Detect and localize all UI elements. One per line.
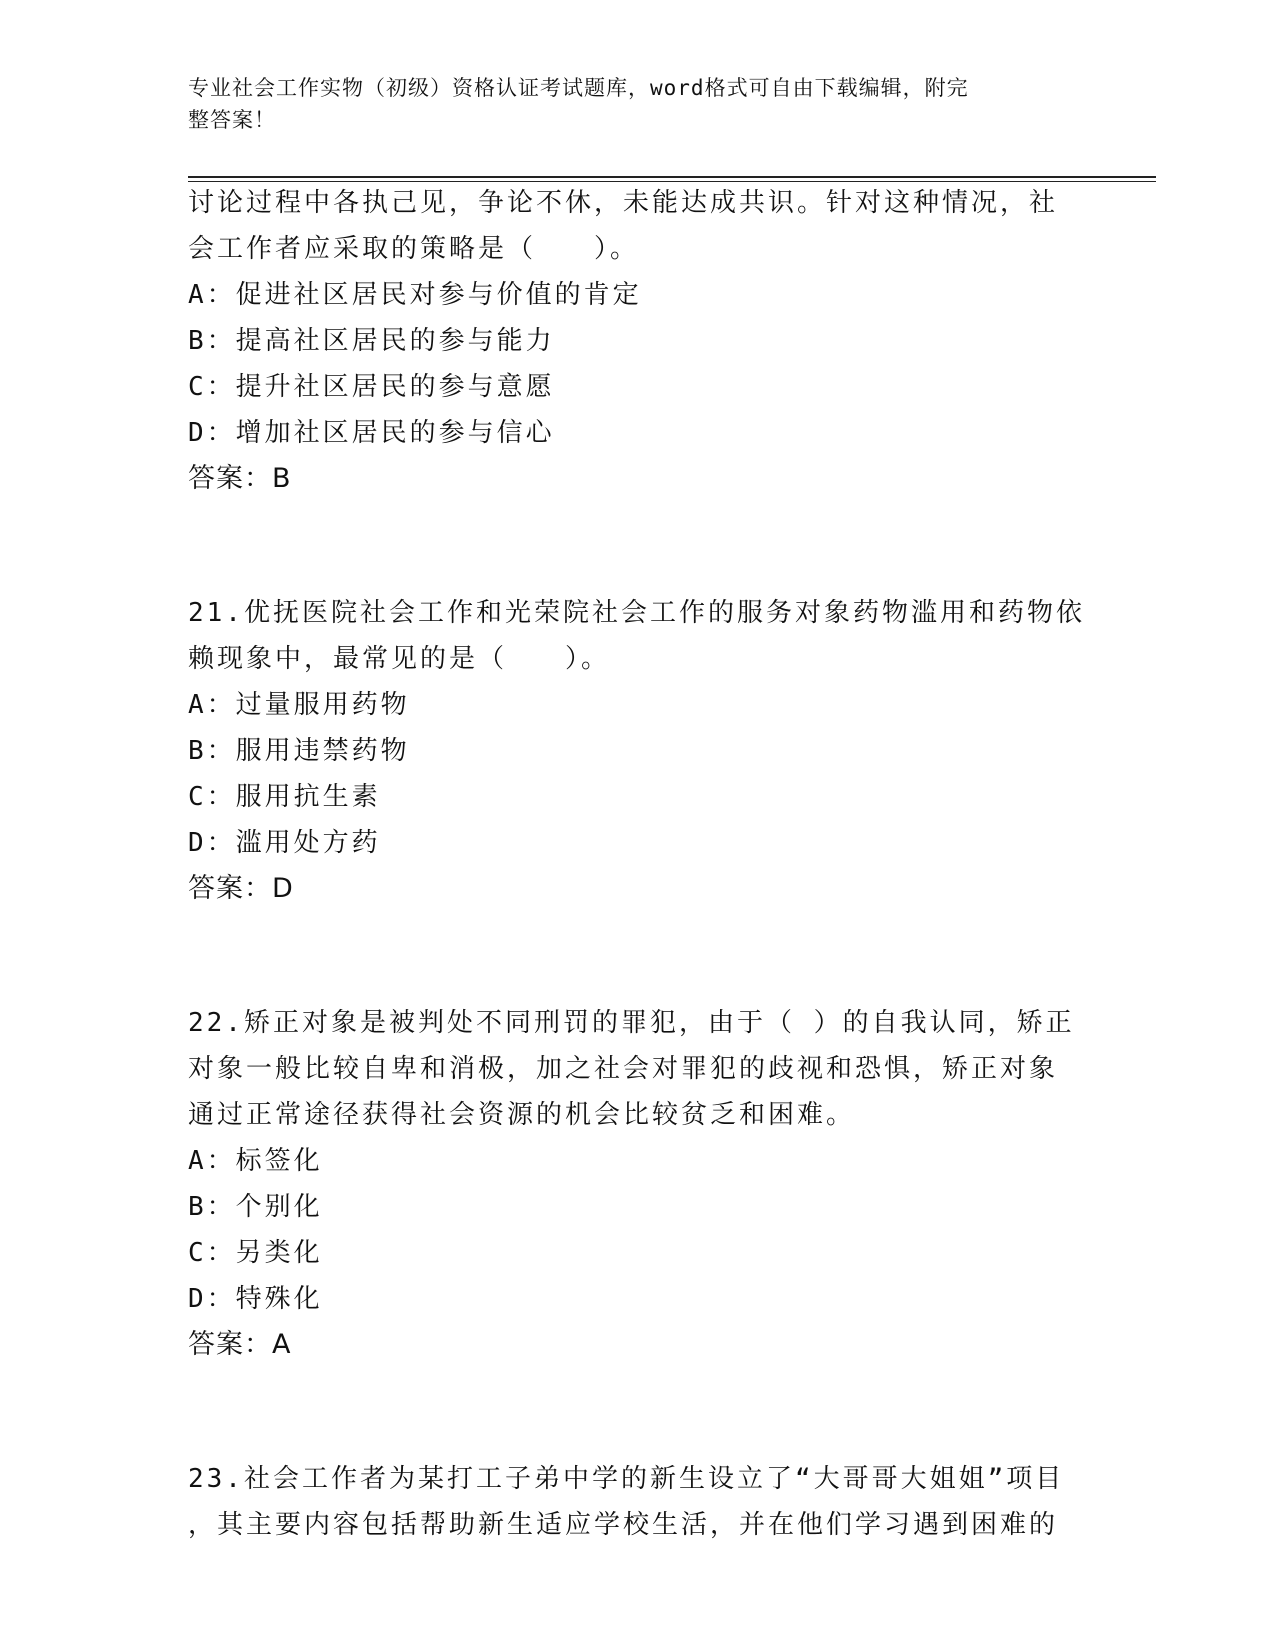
answer-line: 答案：D (188, 873, 294, 904)
spacer (188, 502, 1088, 590)
option-b: B：个别化 (188, 1192, 323, 1222)
question-list (188, 180, 1088, 1548)
question-stem-line: ，其主要内容包括帮助新生适应学校生活，并在他们学习遇到困难的 (188, 1510, 1059, 1540)
question-stem-line: 会工作者应采取的策略是（ ）。 (188, 234, 640, 264)
option-a: A：过量服用药物 (188, 690, 410, 720)
question-block (188, 1000, 1088, 1368)
question-block (188, 180, 1088, 502)
option-c: C：提升社区居民的参与意愿 (188, 372, 555, 402)
answer-line: 答案：B (188, 463, 292, 494)
option-d: D：增加社区居民的参与信心 (188, 418, 555, 448)
question-stem-line: 讨论过程中各执己见，争论不休，未能达成共识。针对这种情况，社 (188, 188, 1059, 218)
header-title-line-1: 专业社会工作实物（初级）资格认证考试题库，word格式可自由下载编辑，附完 (188, 76, 969, 100)
question-stem-line: 对象一般比较自卑和消极，加之社会对罪犯的歧视和恐惧，矫正对象 (188, 1054, 1059, 1084)
answer-line: 答案：A (188, 1329, 292, 1360)
question-stem-line: 23.社会工作者为某打工子弟中学的新生设立了“大哥哥大姐姐”项目 (188, 1464, 1065, 1494)
question-stem-line: 21.优抚医院社会工作和光荣院社会工作的服务对象药物滥用和药物依 (188, 598, 1085, 628)
option-c: C：服用抗生素 (188, 782, 381, 812)
question-stem-line: 赖现象中，最常见的是（ ）。 (188, 644, 611, 674)
spacer (188, 912, 1088, 1000)
question-block (188, 590, 1088, 912)
question-block (188, 1456, 1088, 1548)
spacer (188, 1368, 1088, 1456)
option-a: A：促进社区居民对参与价值的肯定 (188, 280, 642, 310)
option-d: D：特殊化 (188, 1284, 323, 1314)
header-rule-thick (188, 176, 1156, 178)
option-b: B：服用违禁药物 (188, 736, 410, 766)
page-header (188, 72, 1068, 136)
question-stem-line: 22.矫正对象是被判处不同刑罚的罪犯，由于（ ）的自我认同，矫正 (188, 1008, 1075, 1038)
option-d: D：滥用处方药 (188, 828, 381, 858)
option-a: A：标签化 (188, 1146, 323, 1176)
option-c: C：另类化 (188, 1238, 323, 1268)
option-b: B：提高社区居民的参与能力 (188, 326, 555, 356)
question-stem-line: 通过正常途径获得社会资源的机会比较贫乏和困难。 (188, 1100, 856, 1130)
header-title-line-2: 整答案！ (188, 108, 276, 132)
